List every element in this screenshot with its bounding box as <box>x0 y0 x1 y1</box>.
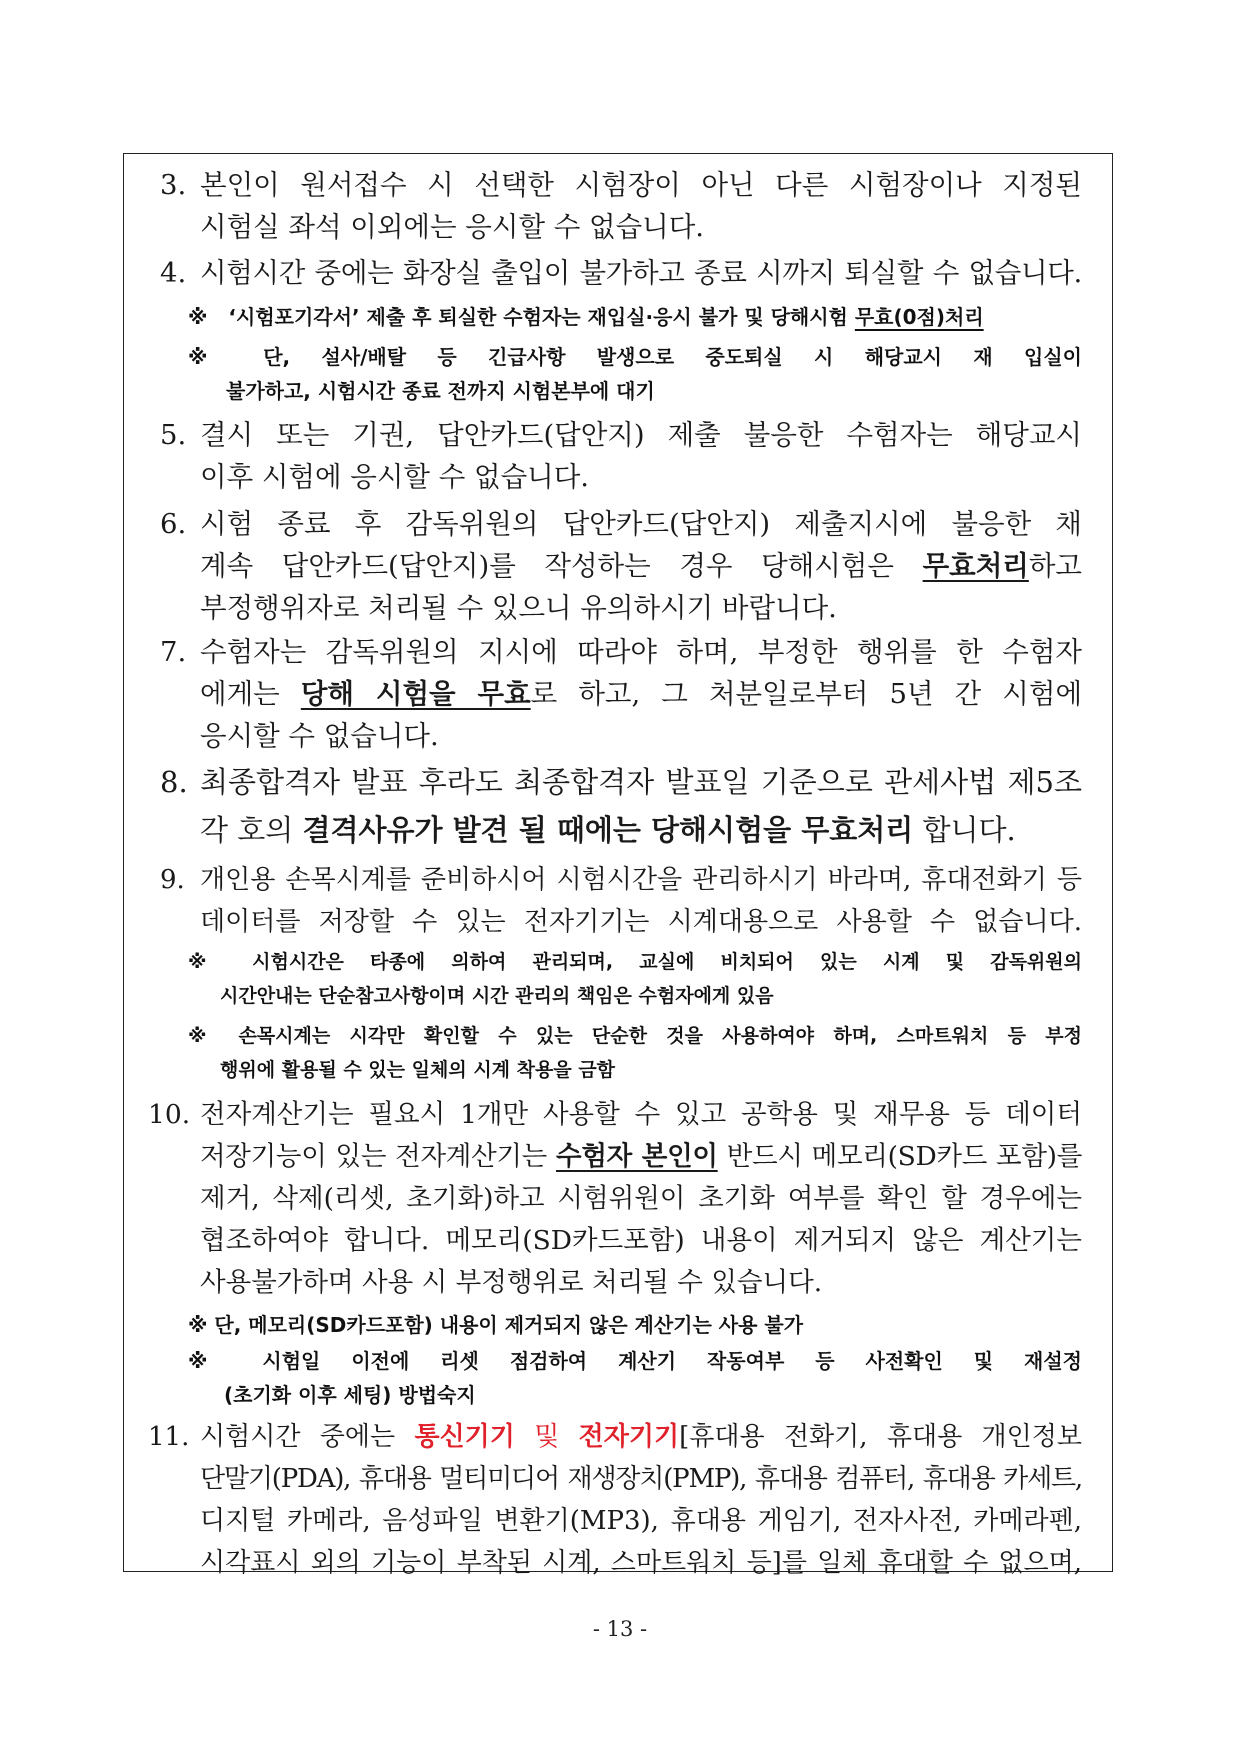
list-item-9 <box>160 859 1082 943</box>
item-text: 부정행위자로 처리될 수 있으니 유의하시기 바랍니다. <box>200 592 837 624</box>
note-text: 시간안내는 단순참고사항이며 시간 관리의 책임은 수험자에게 있음 <box>220 985 774 1007</box>
item-text-row <box>200 806 1082 854</box>
item-text: 협조하여야 합니다. 메모리(SD카드포함) 내용이 제거되지 않은 계산기는 <box>200 1225 1082 1256</box>
note-text: ※ 단, 메모리(SD카드포함) 내용이 제거되지 않은 계산기는 사용 불가 <box>188 1313 804 1337</box>
list-item-11 <box>148 1416 1082 1584</box>
item-number: 10. <box>148 1099 191 1130</box>
item-emphasis: 수험자 본인이 <box>556 1141 718 1172</box>
item-text: 로 하고, 그 처분일로부터 5년 간 시험에 <box>530 678 1083 710</box>
item-number: 9. <box>160 865 185 895</box>
item-text: 각 호의 <box>200 813 303 847</box>
note-text: (초기화 이후 세팅) 방법숙지 <box>224 1383 476 1407</box>
note-text: 행위에 활용될 수 있는 일체의 시계 착용을 금함 <box>220 1059 616 1081</box>
item-text: 시험 종료 후 감독위원의 답안카드(답안지) 제출지시에 불응한 채 <box>200 508 1082 540</box>
list-item-7 <box>160 631 1082 757</box>
page-number: - 13 - <box>592 1617 648 1641</box>
list-item-8 <box>160 758 1082 856</box>
list-item-3 <box>160 164 1082 248</box>
item-number: 11. <box>148 1422 190 1452</box>
note-9b <box>188 1019 1082 1087</box>
item-text: 결시 또는 기권, 답안카드(답안지) 제출 불응한 수험자는 해당교시 <box>200 419 1082 451</box>
item-text: 합니다. <box>913 813 1016 847</box>
item-text: 반드시 메모리(SD카드 포함)를 <box>717 1141 1082 1172</box>
item-number: 3. <box>160 169 187 201</box>
list-item-4 <box>160 252 1082 294</box>
item-emphasis: 결격사유가 발견 될 때에는 당해시험을 무효처리 <box>302 813 914 847</box>
item-text: 사용불가하며 사용 시 부정행위로 처리될 수 있습니다. <box>200 1267 823 1298</box>
list-item-6 <box>160 503 1082 629</box>
item-number: 6. <box>160 508 187 540</box>
note-4a <box>188 300 1082 334</box>
item-emphasis: 무효처리 <box>922 550 1029 582</box>
note-emphasis: 무효(0점)처리 <box>854 305 984 329</box>
item-number: 4. <box>160 257 187 289</box>
item-text: 최종합격자 발표 후라도 최종합격자 발표일 기준으로 관세사법 제5조 <box>200 765 1082 799</box>
item-text: 시험시간 중에는 화장실 출입이 불가하고 종료 시까지 퇴실할 수 없습니다. <box>200 257 1082 289</box>
note-text: ‘시험포기각서’ 제출 후 퇴실한 수험자는 재입실·응시 불가 및 당해시험 <box>228 305 855 329</box>
note-text: 불가하고, 시험시간 종료 전까지 시험본부에 대기 <box>226 379 655 403</box>
item-number: 5. <box>160 419 187 451</box>
item-emphasis-red: 전자기기 <box>578 1422 680 1452</box>
item-emphasis: 당해 시험을 무효 <box>300 678 531 710</box>
item-number: 8. <box>160 765 188 799</box>
item-text: 응시할 수 없습니다. <box>200 720 439 752</box>
item-text: 에게는 <box>200 678 301 710</box>
item-text: 계속 답안카드(답안지)를 작성하는 경우 당해시험은 <box>200 550 923 582</box>
note-text: ※ 시험일 이전에 리셋 점검하여 계산기 작동여부 등 사전확인 및 재설정 <box>188 1349 1082 1373</box>
item-text: 데이터를 저장할 수 있는 전자기기는 시계대용으로 사용할 수 없습니다. <box>200 907 1082 937</box>
item-text: 하고 <box>1028 550 1082 582</box>
item-text: 단말기(PDA), 휴대용 멀티미디어 재생장치(PMP), 휴대용 컴퓨터, 휴대용 카세트, <box>200 1464 1082 1494</box>
note-mark: ※ <box>188 305 208 329</box>
item-text-row <box>200 1136 1082 1178</box>
item-text: [휴대용 전화기, 휴대용 개인정보 <box>679 1422 1082 1452</box>
item-text: 시험실 좌석 이외에는 응시할 수 없습니다. <box>200 211 705 243</box>
list-item-5 <box>160 414 1082 498</box>
item-text: 저장기능이 있는 전자계산기는 <box>200 1141 557 1172</box>
item-emphasis-red: 통신기기 <box>414 1422 515 1452</box>
item-text-red: 및 <box>514 1422 579 1452</box>
note-text: ※ 시험시간은 타종에 의하여 관리되며, 교실에 비치되어 있는 시계 및 감독위원의 <box>188 951 1082 973</box>
item-text: 시험시간 중에는 <box>200 1422 415 1452</box>
item-number: 7. <box>160 636 187 668</box>
note-text: ※ 손목시계는 시각만 확인할 수 있는 단순한 것을 사용하여야 하며, 스마트워치 등 부정 <box>188 1025 1082 1047</box>
item-text: 전자계산기는 필요시 1개만 사용할 수 있고 공학용 및 재무용 등 데이터 <box>200 1099 1082 1130</box>
item-text-row <box>200 1416 1082 1458</box>
item-text: 이후 시험에 응시할 수 없습니다. <box>200 461 590 493</box>
list-item-10 <box>148 1094 1082 1304</box>
item-text: 시각표시 외의 기능이 부착된 시계, 스마트워치 등]를 일체 휴대할 수 없으며, <box>200 1548 1082 1578</box>
note-text: ※ 단, 설사/배탈 등 긴급사항 발생으로 중도퇴실 시 해당교시 재 입실이 <box>188 345 1082 369</box>
item-text-row <box>200 545 1082 587</box>
note-4b <box>188 340 1082 408</box>
item-text: 디지털 카메라, 음성파일 변환기(MP3), 휴대용 게임기, 전자사전, 카메라펜, <box>200 1506 1082 1536</box>
note-10a <box>188 1308 1082 1342</box>
item-text: 개인용 손목시계를 준비하시어 시험시간을 관리하시기 바라며, 휴대전화기 등 <box>200 865 1082 895</box>
item-text: 제거, 삭제(리셋, 초기화)하고 시험위원이 초기화 여부를 확인 할 경우에는 <box>200 1183 1082 1214</box>
note-9a <box>188 945 1082 1013</box>
item-text: 본인이 원서접수 시 선택한 시험장이 아닌 다른 시험장이나 지정된 <box>200 169 1082 201</box>
item-text-row <box>200 673 1082 715</box>
item-text: 수험자는 감독위원의 지시에 따라야 하며, 부정한 행위를 한 수험자 <box>200 636 1082 668</box>
note-10b <box>188 1344 1082 1412</box>
